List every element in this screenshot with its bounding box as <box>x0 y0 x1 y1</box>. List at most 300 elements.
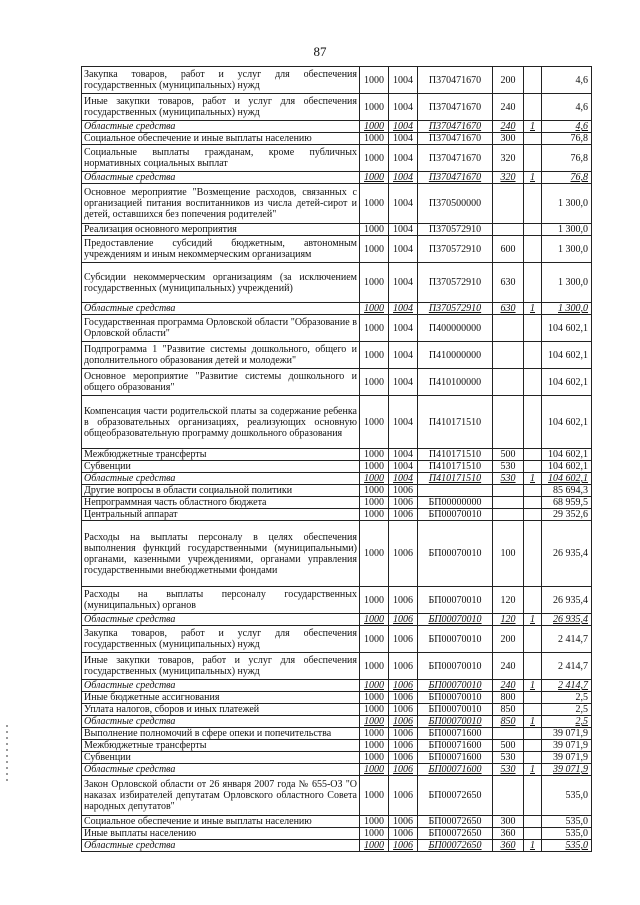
expense-name-cell: Основное мероприятие "Развитие системы дошкольного и общего образования" <box>82 369 360 396</box>
expense-name-cell: Центральный аппарат <box>82 509 360 521</box>
section-code-cell: 1000 <box>360 626 389 653</box>
expense-name-cell: Другие вопросы в области социальной политики <box>82 485 360 497</box>
subsection-code-cell: 1004 <box>389 315 418 342</box>
section-code-cell: 1000 <box>360 133 389 145</box>
funding-source-cell <box>524 236 542 263</box>
table-row <box>82 728 592 740</box>
section-code-cell: 1000 <box>360 776 389 816</box>
table-row <box>82 680 592 692</box>
expense-type-cell: 300 <box>493 133 524 145</box>
section-code-cell: 1000 <box>360 121 389 133</box>
funding-source-cell <box>524 740 542 752</box>
target-article-cell: П410171510 <box>418 461 493 473</box>
expense-type-cell <box>493 497 524 509</box>
subsection-code-cell: 1004 <box>389 224 418 236</box>
funding-source-cell: 1 <box>524 303 542 315</box>
funding-source-cell <box>524 145 542 172</box>
expense-type-cell <box>493 224 524 236</box>
amount-cell: 39 071,9 <box>542 740 592 752</box>
subsection-code-cell: 1006 <box>389 653 418 680</box>
funding-source-cell <box>524 816 542 828</box>
expense-type-cell: 240 <box>493 653 524 680</box>
expense-name-cell: Уплата налогов, сборов и иных платежей <box>82 704 360 716</box>
expense-name-cell: Областные средства <box>82 716 360 728</box>
expense-name-cell: Предоставление субсидий бюджетным, автономным учреждениям и иным некоммерческим организациям <box>82 236 360 263</box>
expense-name-cell: Межбюджетные трансферты <box>82 740 360 752</box>
funding-source-cell <box>524 521 542 587</box>
subsection-code-cell: 1006 <box>389 840 418 852</box>
expense-type-cell: 320 <box>493 172 524 184</box>
expense-name-cell: Выполнение полномочий в сфере опеки и попечительства <box>82 728 360 740</box>
target-article-cell: П410000000 <box>418 342 493 369</box>
funding-source-cell <box>524 728 542 740</box>
expense-name-cell: Основное мероприятие "Возмещение расходов, связанных с организацией питания воспитанников из числа детей-сирот и детей, оставшихся без попечения родителей" <box>82 184 360 224</box>
amount-cell: 39 071,9 <box>542 752 592 764</box>
table-row <box>82 752 592 764</box>
expense-name-cell: Расходы на выплаты персоналу в целях обеспечения выполнения функций государственными (муниципальными) органами, казенными учреждениями, органами управления государственными внебюджетными фондами <box>82 521 360 587</box>
amount-cell: 104 602,1 <box>542 473 592 485</box>
section-code-cell: 1000 <box>360 509 389 521</box>
amount-cell: 104 602,1 <box>542 396 592 449</box>
table-row <box>82 653 592 680</box>
subsection-code-cell: 1004 <box>389 145 418 172</box>
funding-source-cell <box>524 485 542 497</box>
expense-type-cell <box>493 342 524 369</box>
table-row <box>82 145 592 172</box>
section-code-cell: 1000 <box>360 740 389 752</box>
section-code-cell: 1000 <box>360 263 389 303</box>
funding-source-cell <box>524 828 542 840</box>
section-code-cell: 1000 <box>360 587 389 614</box>
amount-cell: 29 352,6 <box>542 509 592 521</box>
expense-name-cell: Областные средства <box>82 840 360 852</box>
expense-type-cell: 360 <box>493 840 524 852</box>
funding-source-cell <box>524 509 542 521</box>
expense-type-cell: 120 <box>493 614 524 626</box>
expense-type-cell: 240 <box>493 121 524 133</box>
subsection-code-cell: 1006 <box>389 509 418 521</box>
amount-cell: 26 935,4 <box>542 521 592 587</box>
target-article-cell: П370500000 <box>418 184 493 224</box>
section-code-cell: 1000 <box>360 236 389 263</box>
table-row <box>82 236 592 263</box>
target-article-cell: П410171510 <box>418 449 493 461</box>
table-row <box>82 740 592 752</box>
table-row <box>82 509 592 521</box>
amount-cell: 2,5 <box>542 692 592 704</box>
amount-cell: 535,0 <box>542 840 592 852</box>
expense-name-cell: Областные средства <box>82 303 360 315</box>
amount-cell: 104 602,1 <box>542 369 592 396</box>
section-code-cell: 1000 <box>360 614 389 626</box>
target-article-cell: БП00070010 <box>418 626 493 653</box>
funding-source-cell <box>524 224 542 236</box>
section-code-cell: 1000 <box>360 653 389 680</box>
amount-cell: 85 694,3 <box>542 485 592 497</box>
funding-source-cell <box>524 94 542 121</box>
target-article-cell: П370471670 <box>418 67 493 94</box>
table-row <box>82 184 592 224</box>
target-article-cell: БП00070010 <box>418 509 493 521</box>
section-code-cell: 1000 <box>360 67 389 94</box>
target-article-cell: БП00070010 <box>418 680 493 692</box>
section-code-cell: 1000 <box>360 485 389 497</box>
target-article-cell: П370471670 <box>418 94 493 121</box>
table-row <box>82 67 592 94</box>
amount-cell: 39 071,9 <box>542 728 592 740</box>
expense-name-cell: Государственная программа Орловской области "Образование в Орловской области" <box>82 315 360 342</box>
funding-source-cell <box>524 263 542 303</box>
expense-type-cell: 530 <box>493 752 524 764</box>
section-code-cell: 1000 <box>360 728 389 740</box>
expense-type-cell: 630 <box>493 303 524 315</box>
subsection-code-cell: 1006 <box>389 776 418 816</box>
subsection-code-cell: 1006 <box>389 521 418 587</box>
expense-name-cell: Областные средства <box>82 614 360 626</box>
table-row <box>82 449 592 461</box>
table-row <box>82 263 592 303</box>
funding-source-cell: 1 <box>524 716 542 728</box>
expense-type-cell: 530 <box>493 473 524 485</box>
amount-cell: 2,5 <box>542 704 592 716</box>
section-code-cell: 1000 <box>360 461 389 473</box>
expense-name-cell: Субсидии некоммерческим организациям (за исключением государственных (муниципальных) учреждений) <box>82 263 360 303</box>
funding-source-cell: 1 <box>524 121 542 133</box>
expense-type-cell: 800 <box>493 692 524 704</box>
expense-type-cell: 360 <box>493 828 524 840</box>
target-article-cell: БП00072650 <box>418 776 493 816</box>
subsection-code-cell: 1006 <box>389 614 418 626</box>
subsection-code-cell: 1004 <box>389 473 418 485</box>
table-row <box>82 315 592 342</box>
expense-type-cell <box>493 485 524 497</box>
subsection-code-cell: 1004 <box>389 342 418 369</box>
table-row <box>82 764 592 776</box>
expense-type-cell: 630 <box>493 263 524 303</box>
table-row <box>82 473 592 485</box>
target-article-cell: БП00071600 <box>418 740 493 752</box>
target-article-cell: П370572910 <box>418 224 493 236</box>
target-article-cell: БП00070010 <box>418 653 493 680</box>
funding-source-cell: 1 <box>524 680 542 692</box>
expense-name-cell: Компенсация части родительской платы за содержание ребенка в образовательных организациях, реализующих основную общеобразовательную программу дошкольного образования <box>82 396 360 449</box>
table-row <box>82 461 592 473</box>
amount-cell: 2 414,7 <box>542 626 592 653</box>
target-article-cell <box>418 485 493 497</box>
table-row <box>82 303 592 315</box>
table-row <box>82 776 592 816</box>
target-article-cell: П370471670 <box>418 172 493 184</box>
section-code-cell: 1000 <box>360 840 389 852</box>
section-code-cell: 1000 <box>360 449 389 461</box>
subsection-code-cell: 1004 <box>389 396 418 449</box>
section-code-cell: 1000 <box>360 521 389 587</box>
section-code-cell: 1000 <box>360 704 389 716</box>
expense-name-cell: Областные средства <box>82 473 360 485</box>
expense-type-cell <box>493 396 524 449</box>
target-article-cell: БП00070010 <box>418 692 493 704</box>
section-code-cell: 1000 <box>360 342 389 369</box>
subsection-code-cell: 1004 <box>389 133 418 145</box>
section-code-cell: 1000 <box>360 752 389 764</box>
section-code-cell: 1000 <box>360 764 389 776</box>
expense-type-cell <box>493 728 524 740</box>
target-article-cell: БП00070010 <box>418 521 493 587</box>
subsection-code-cell: 1004 <box>389 449 418 461</box>
expense-type-cell: 200 <box>493 67 524 94</box>
subsection-code-cell: 1006 <box>389 828 418 840</box>
amount-cell: 4,6 <box>542 67 592 94</box>
table-row <box>82 626 592 653</box>
amount-cell: 2 414,7 <box>542 653 592 680</box>
subsection-code-cell: 1006 <box>389 680 418 692</box>
amount-cell: 26 935,4 <box>542 614 592 626</box>
target-article-cell: П370572910 <box>418 303 493 315</box>
section-code-cell: 1000 <box>360 473 389 485</box>
amount-cell: 1 300,0 <box>542 303 592 315</box>
target-article-cell: БП00070010 <box>418 716 493 728</box>
expense-type-cell: 240 <box>493 94 524 121</box>
subsection-code-cell: 1004 <box>389 184 418 224</box>
amount-cell: 104 602,1 <box>542 461 592 473</box>
table-row <box>82 692 592 704</box>
expense-name-cell: Иные выплаты населению <box>82 828 360 840</box>
expense-name-cell: Закон Орловской области от 26 января 2007 года № 655-ОЗ "О наказах избирателей депутатам Орловского областного Совета народных депутатов" <box>82 776 360 816</box>
subsection-code-cell: 1004 <box>389 369 418 396</box>
amount-cell: 1 300,0 <box>542 224 592 236</box>
expense-type-cell: 850 <box>493 716 524 728</box>
expense-type-cell: 120 <box>493 587 524 614</box>
subsection-code-cell: 1006 <box>389 752 418 764</box>
section-code-cell: 1000 <box>360 224 389 236</box>
subsection-code-cell: 1006 <box>389 740 418 752</box>
expense-name-cell: Расходы на выплаты персоналу государственных (муниципальных) органов <box>82 587 360 614</box>
funding-source-cell <box>524 369 542 396</box>
table-row <box>82 485 592 497</box>
amount-cell: 26 935,4 <box>542 587 592 614</box>
table-row <box>82 828 592 840</box>
section-code-cell: 1000 <box>360 396 389 449</box>
subsection-code-cell: 1004 <box>389 94 418 121</box>
amount-cell: 4,6 <box>542 94 592 121</box>
subsection-code-cell: 1004 <box>389 121 418 133</box>
target-article-cell: БП00071600 <box>418 764 493 776</box>
table-row <box>82 121 592 133</box>
amount-cell: 1 300,0 <box>542 184 592 224</box>
expense-type-cell <box>493 184 524 224</box>
amount-cell: 76,8 <box>542 133 592 145</box>
section-code-cell: 1000 <box>360 303 389 315</box>
section-code-cell: 1000 <box>360 145 389 172</box>
target-article-cell: БП00071600 <box>418 728 493 740</box>
expense-type-cell: 100 <box>493 521 524 587</box>
funding-source-cell <box>524 587 542 614</box>
funding-source-cell <box>524 704 542 716</box>
amount-cell: 104 602,1 <box>542 315 592 342</box>
target-article-cell: БП00072650 <box>418 816 493 828</box>
subsection-code-cell: 1004 <box>389 461 418 473</box>
funding-source-cell <box>524 396 542 449</box>
table-row <box>82 497 592 509</box>
funding-source-cell <box>524 133 542 145</box>
section-code-cell: 1000 <box>360 828 389 840</box>
funding-source-cell <box>524 315 542 342</box>
table-row <box>82 716 592 728</box>
amount-cell: 535,0 <box>542 828 592 840</box>
expense-name-cell: Межбюджетные трансферты <box>82 449 360 461</box>
subsection-code-cell: 1006 <box>389 716 418 728</box>
funding-source-cell <box>524 449 542 461</box>
section-code-cell: 1000 <box>360 315 389 342</box>
table-row <box>82 94 592 121</box>
subsection-code-cell: 1004 <box>389 236 418 263</box>
target-article-cell: П370572910 <box>418 236 493 263</box>
table-row <box>82 521 592 587</box>
expense-name-cell: Социальное обеспечение и иные выплаты населению <box>82 816 360 828</box>
table-row <box>82 816 592 828</box>
table-row <box>82 587 592 614</box>
table-row <box>82 704 592 716</box>
amount-cell: 535,0 <box>542 776 592 816</box>
subsection-code-cell: 1006 <box>389 587 418 614</box>
scan-margin-marks <box>6 725 8 785</box>
funding-source-cell <box>524 626 542 653</box>
target-article-cell: БП00070010 <box>418 587 493 614</box>
expense-name-cell: Реализация основного мероприятия <box>82 224 360 236</box>
funding-source-cell <box>524 461 542 473</box>
amount-cell: 1 300,0 <box>542 263 592 303</box>
expense-name-cell: Иные бюджетные ассигнования <box>82 692 360 704</box>
expense-type-cell <box>493 315 524 342</box>
expense-name-cell: Закупка товаров, работ и услуг для обеспечения государственных (муниципальных) нужд <box>82 67 360 94</box>
target-article-cell: БП00000000 <box>418 497 493 509</box>
table-row <box>82 172 592 184</box>
expense-name-cell: Социальное обеспечение и иные выплаты населению <box>82 133 360 145</box>
expense-name-cell: Подпрограмма 1 "Развитие системы дошкольного, общего и дополнительного образования детей и молодежи" <box>82 342 360 369</box>
section-code-cell: 1000 <box>360 172 389 184</box>
amount-cell: 104 602,1 <box>542 342 592 369</box>
funding-source-cell: 1 <box>524 840 542 852</box>
expense-name-cell: Непрограммная часть областного бюджета <box>82 497 360 509</box>
table-row <box>82 396 592 449</box>
amount-cell: 2 414,7 <box>542 680 592 692</box>
target-article-cell: П370572910 <box>418 263 493 303</box>
target-article-cell: БП00071600 <box>418 752 493 764</box>
subsection-code-cell: 1006 <box>389 816 418 828</box>
budget-table <box>81 66 592 852</box>
amount-cell: 104 602,1 <box>542 449 592 461</box>
expense-type-cell: 600 <box>493 236 524 263</box>
target-article-cell: БП00070010 <box>418 614 493 626</box>
expense-type-cell <box>493 776 524 816</box>
subsection-code-cell: 1004 <box>389 303 418 315</box>
subsection-code-cell: 1006 <box>389 728 418 740</box>
expense-name-cell: Областные средства <box>82 680 360 692</box>
expense-name-cell: Областные средства <box>82 172 360 184</box>
funding-source-cell: 1 <box>524 172 542 184</box>
expense-type-cell: 240 <box>493 680 524 692</box>
expense-type-cell: 850 <box>493 704 524 716</box>
expense-type-cell: 500 <box>493 449 524 461</box>
section-code-cell: 1000 <box>360 716 389 728</box>
subsection-code-cell: 1004 <box>389 172 418 184</box>
table-row <box>82 342 592 369</box>
page-number: 87 <box>313 44 327 59</box>
subsection-code-cell: 1006 <box>389 485 418 497</box>
section-code-cell: 1000 <box>360 184 389 224</box>
expense-type-cell: 530 <box>493 461 524 473</box>
expense-type-cell <box>493 369 524 396</box>
subsection-code-cell: 1004 <box>389 263 418 303</box>
section-code-cell: 1000 <box>360 692 389 704</box>
funding-source-cell <box>524 776 542 816</box>
budget-table-body <box>82 67 592 852</box>
expense-type-cell <box>493 509 524 521</box>
expense-name-cell: Социальные выплаты гражданам, кроме публичных нормативных социальных выплат <box>82 145 360 172</box>
section-code-cell: 1000 <box>360 816 389 828</box>
target-article-cell: П410171510 <box>418 396 493 449</box>
funding-source-cell <box>524 752 542 764</box>
table-row <box>82 840 592 852</box>
subsection-code-cell: 1006 <box>389 764 418 776</box>
expense-type-cell: 530 <box>493 764 524 776</box>
amount-cell: 76,8 <box>542 172 592 184</box>
amount-cell: 76,8 <box>542 145 592 172</box>
target-article-cell: П370471670 <box>418 133 493 145</box>
funding-source-cell <box>524 653 542 680</box>
subsection-code-cell: 1006 <box>389 626 418 653</box>
subsection-code-cell: 1006 <box>389 692 418 704</box>
expense-name-cell: Иные закупки товаров, работ и услуг для обеспечения государственных (муниципальных) нужд <box>82 94 360 121</box>
subsection-code-cell: 1006 <box>389 704 418 716</box>
target-article-cell: БП00072650 <box>418 828 493 840</box>
funding-source-cell: 1 <box>524 614 542 626</box>
funding-source-cell <box>524 497 542 509</box>
amount-cell: 2,5 <box>542 716 592 728</box>
amount-cell: 39 071,9 <box>542 764 592 776</box>
funding-source-cell: 1 <box>524 764 542 776</box>
target-article-cell: П410100000 <box>418 369 493 396</box>
expense-name-cell: Субвенции <box>82 752 360 764</box>
amount-cell: 1 300,0 <box>542 236 592 263</box>
expense-name-cell: Областные средства <box>82 764 360 776</box>
target-article-cell: БП00072650 <box>418 840 493 852</box>
subsection-code-cell: 1004 <box>389 67 418 94</box>
funding-source-cell <box>524 184 542 224</box>
target-article-cell: П370471670 <box>418 121 493 133</box>
target-article-cell: П370471670 <box>418 145 493 172</box>
subsection-code-cell: 1006 <box>389 497 418 509</box>
expense-type-cell: 320 <box>493 145 524 172</box>
expense-type-cell: 300 <box>493 816 524 828</box>
section-code-cell: 1000 <box>360 94 389 121</box>
expense-type-cell: 500 <box>493 740 524 752</box>
expense-name-cell: Иные закупки товаров, работ и услуг для обеспечения государственных (муниципальных) нужд <box>82 653 360 680</box>
table-row <box>82 133 592 145</box>
amount-cell: 535,0 <box>542 816 592 828</box>
expense-name-cell: Областные средства <box>82 121 360 133</box>
table-row <box>82 224 592 236</box>
funding-source-cell <box>524 67 542 94</box>
funding-source-cell: 1 <box>524 473 542 485</box>
expense-name-cell: Закупка товаров, работ и услуг для обеспечения государственных (муниципальных) нужд <box>82 626 360 653</box>
target-article-cell: П400000000 <box>418 315 493 342</box>
target-article-cell: П410171510 <box>418 473 493 485</box>
section-code-cell: 1000 <box>360 369 389 396</box>
amount-cell: 4,6 <box>542 121 592 133</box>
table-row <box>82 369 592 396</box>
expense-type-cell: 200 <box>493 626 524 653</box>
